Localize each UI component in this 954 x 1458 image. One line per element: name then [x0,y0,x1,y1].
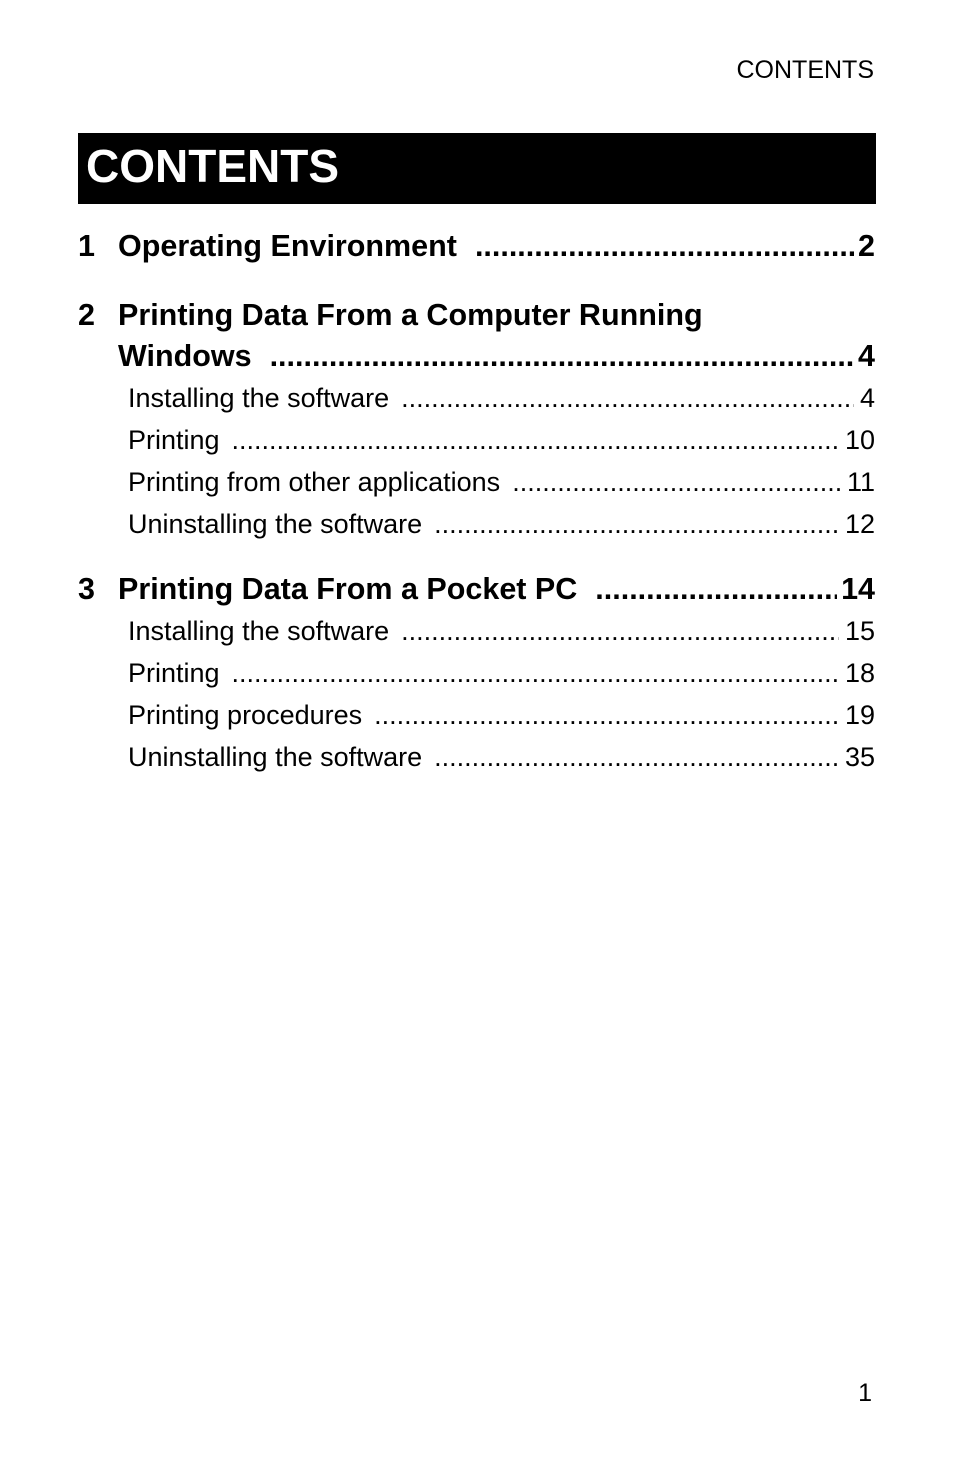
chapter-page-number: 2 [858,229,875,263]
toc-section[interactable] [128,652,875,694]
dot-leader [512,461,841,503]
dot-leader [434,503,839,545]
dot-leader [401,610,839,652]
section-title: Installing the software [128,383,390,413]
chapter-title-line-1: Printing Data From a Computer Running [118,298,703,332]
section-page-number: 4 [859,383,875,413]
section-title: Printing procedures [128,700,363,730]
dot-leader [475,226,854,267]
section-page-number: 35 [844,742,875,772]
section-title: Printing from other applications [128,467,501,497]
chapter-title: Printing Data From a Pocket PC [118,572,578,606]
section-page-number: 19 [844,700,875,730]
toc-chapter-1[interactable] [78,226,875,267]
dot-leader [401,377,854,419]
toc-section[interactable] [128,736,875,778]
toc-section[interactable] [128,503,875,545]
dot-leader [374,694,839,736]
section-page-number: 12 [844,509,875,539]
dot-leader [232,652,839,694]
section-page-number: 11 [846,467,875,497]
table-of-contents [78,226,875,778]
toc-section[interactable] [128,610,875,652]
dot-leader [232,419,839,461]
chapter-number: 1 [78,229,95,263]
chapter-number: 2 [78,298,95,332]
chapter-page-number: 4 [858,339,875,373]
chapter-page-number: 14 [841,572,875,606]
chapter-number: 3 [78,572,95,606]
dot-leader [595,569,837,610]
running-header: CONTENTS [736,56,874,84]
dot-leader [434,736,839,778]
section-list [128,377,875,545]
toc-section[interactable] [128,377,875,419]
toc-section[interactable] [128,419,875,461]
chapter-title: Operating Environment [118,229,457,263]
section-page-number: 18 [844,658,875,688]
section-title: Uninstalling the software [128,742,423,772]
section-title: Printing [128,658,220,688]
contents-title-bar [78,133,876,204]
toc-section[interactable] [128,694,875,736]
section-title: Installing the software [128,616,390,646]
chapter-title-line-2: Windows [118,339,252,373]
dot-leader [270,336,854,377]
section-page-number: 10 [844,425,875,455]
section-page-number: 15 [844,616,875,646]
toc-chapter-3[interactable] [78,569,875,610]
section-list [128,610,875,778]
section-title: Uninstalling the software [128,509,423,539]
page-number: 1 [858,1379,872,1407]
page-title: CONTENTS [86,140,339,192]
toc-section[interactable] [128,461,875,503]
section-title: Printing [128,425,220,455]
toc-chapter-2[interactable] [78,295,875,377]
